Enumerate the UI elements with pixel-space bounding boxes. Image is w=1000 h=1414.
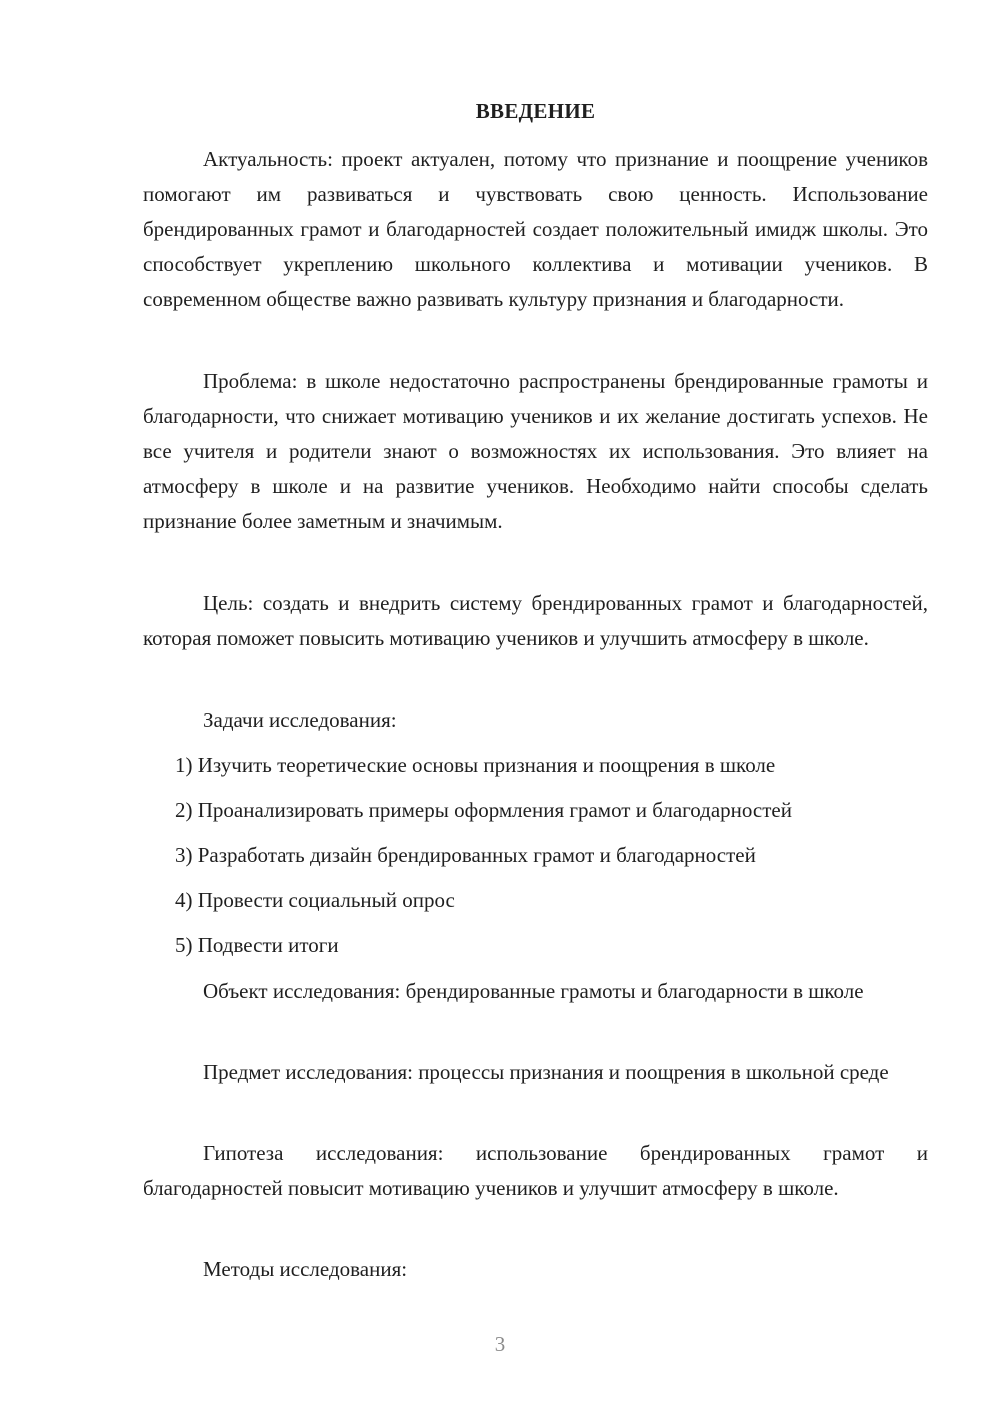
page-number: 3 [494,1332,506,1356]
paragraph-object: Объект исследования: брендированные грамоты и благодарности в школе [203,979,864,1003]
task-item-2: 2) Проанализировать примеры оформления грамот и благодарностей [175,798,792,822]
task-item-5: 5) Подвести итоги [175,933,339,957]
paragraph-problem: Проблема: в школе недостаточно распространены брендированные грамоты и благодарности, что снижает мотивацию учеников и их желание достигать успехов. Не все учителя и родители знают о возможностях их использования. Это влияет на атмосферу в школе и на развитие учеников. Необходимо найти способы сделать признание более заметным и значимым. [143,369,928,533]
paragraph-goal: Цель: создать и внедрить систему брендированных грамот и благодарностей, которая поможет повысить мотивацию учеников и улучшить атмосферу в школе. [143,591,928,650]
paragraph-tasks-heading: Задачи исследования: [203,708,397,732]
paragraph-hypothesis: Гипотеза исследования: использование брендированных грамот и благодарностей повысит мотивацию учеников и улучшит атмосферу в школе. [143,1141,928,1200]
task-item-1: 1) Изучить теоретические основы признания и поощрения в школе [175,753,776,777]
task-item-4: 4) Провести социальный опрос [175,888,455,912]
task-item-3: 3) Разработать дизайн брендированных грамот и благодарностей [175,843,756,867]
paragraph-methods: Методы исследования: [203,1257,408,1281]
paragraph-relevance: Актуальность: проект актуален, потому что признание и поощрение учеников помогают им развиваться и чувствовать свою ценность. Использование брендированных грамот и благодарностей создает положительный имидж школы. Это способствует укреплению школьного коллектива и мотивации учеников. В современном обществе важно развивать культуру признания и благодарности. [143,147,928,311]
page-title: ВВЕДЕНИЕ [475,99,596,123]
paragraph-subject: Предмет исследования: процессы признания и поощрения в школьной среде [203,1060,889,1084]
